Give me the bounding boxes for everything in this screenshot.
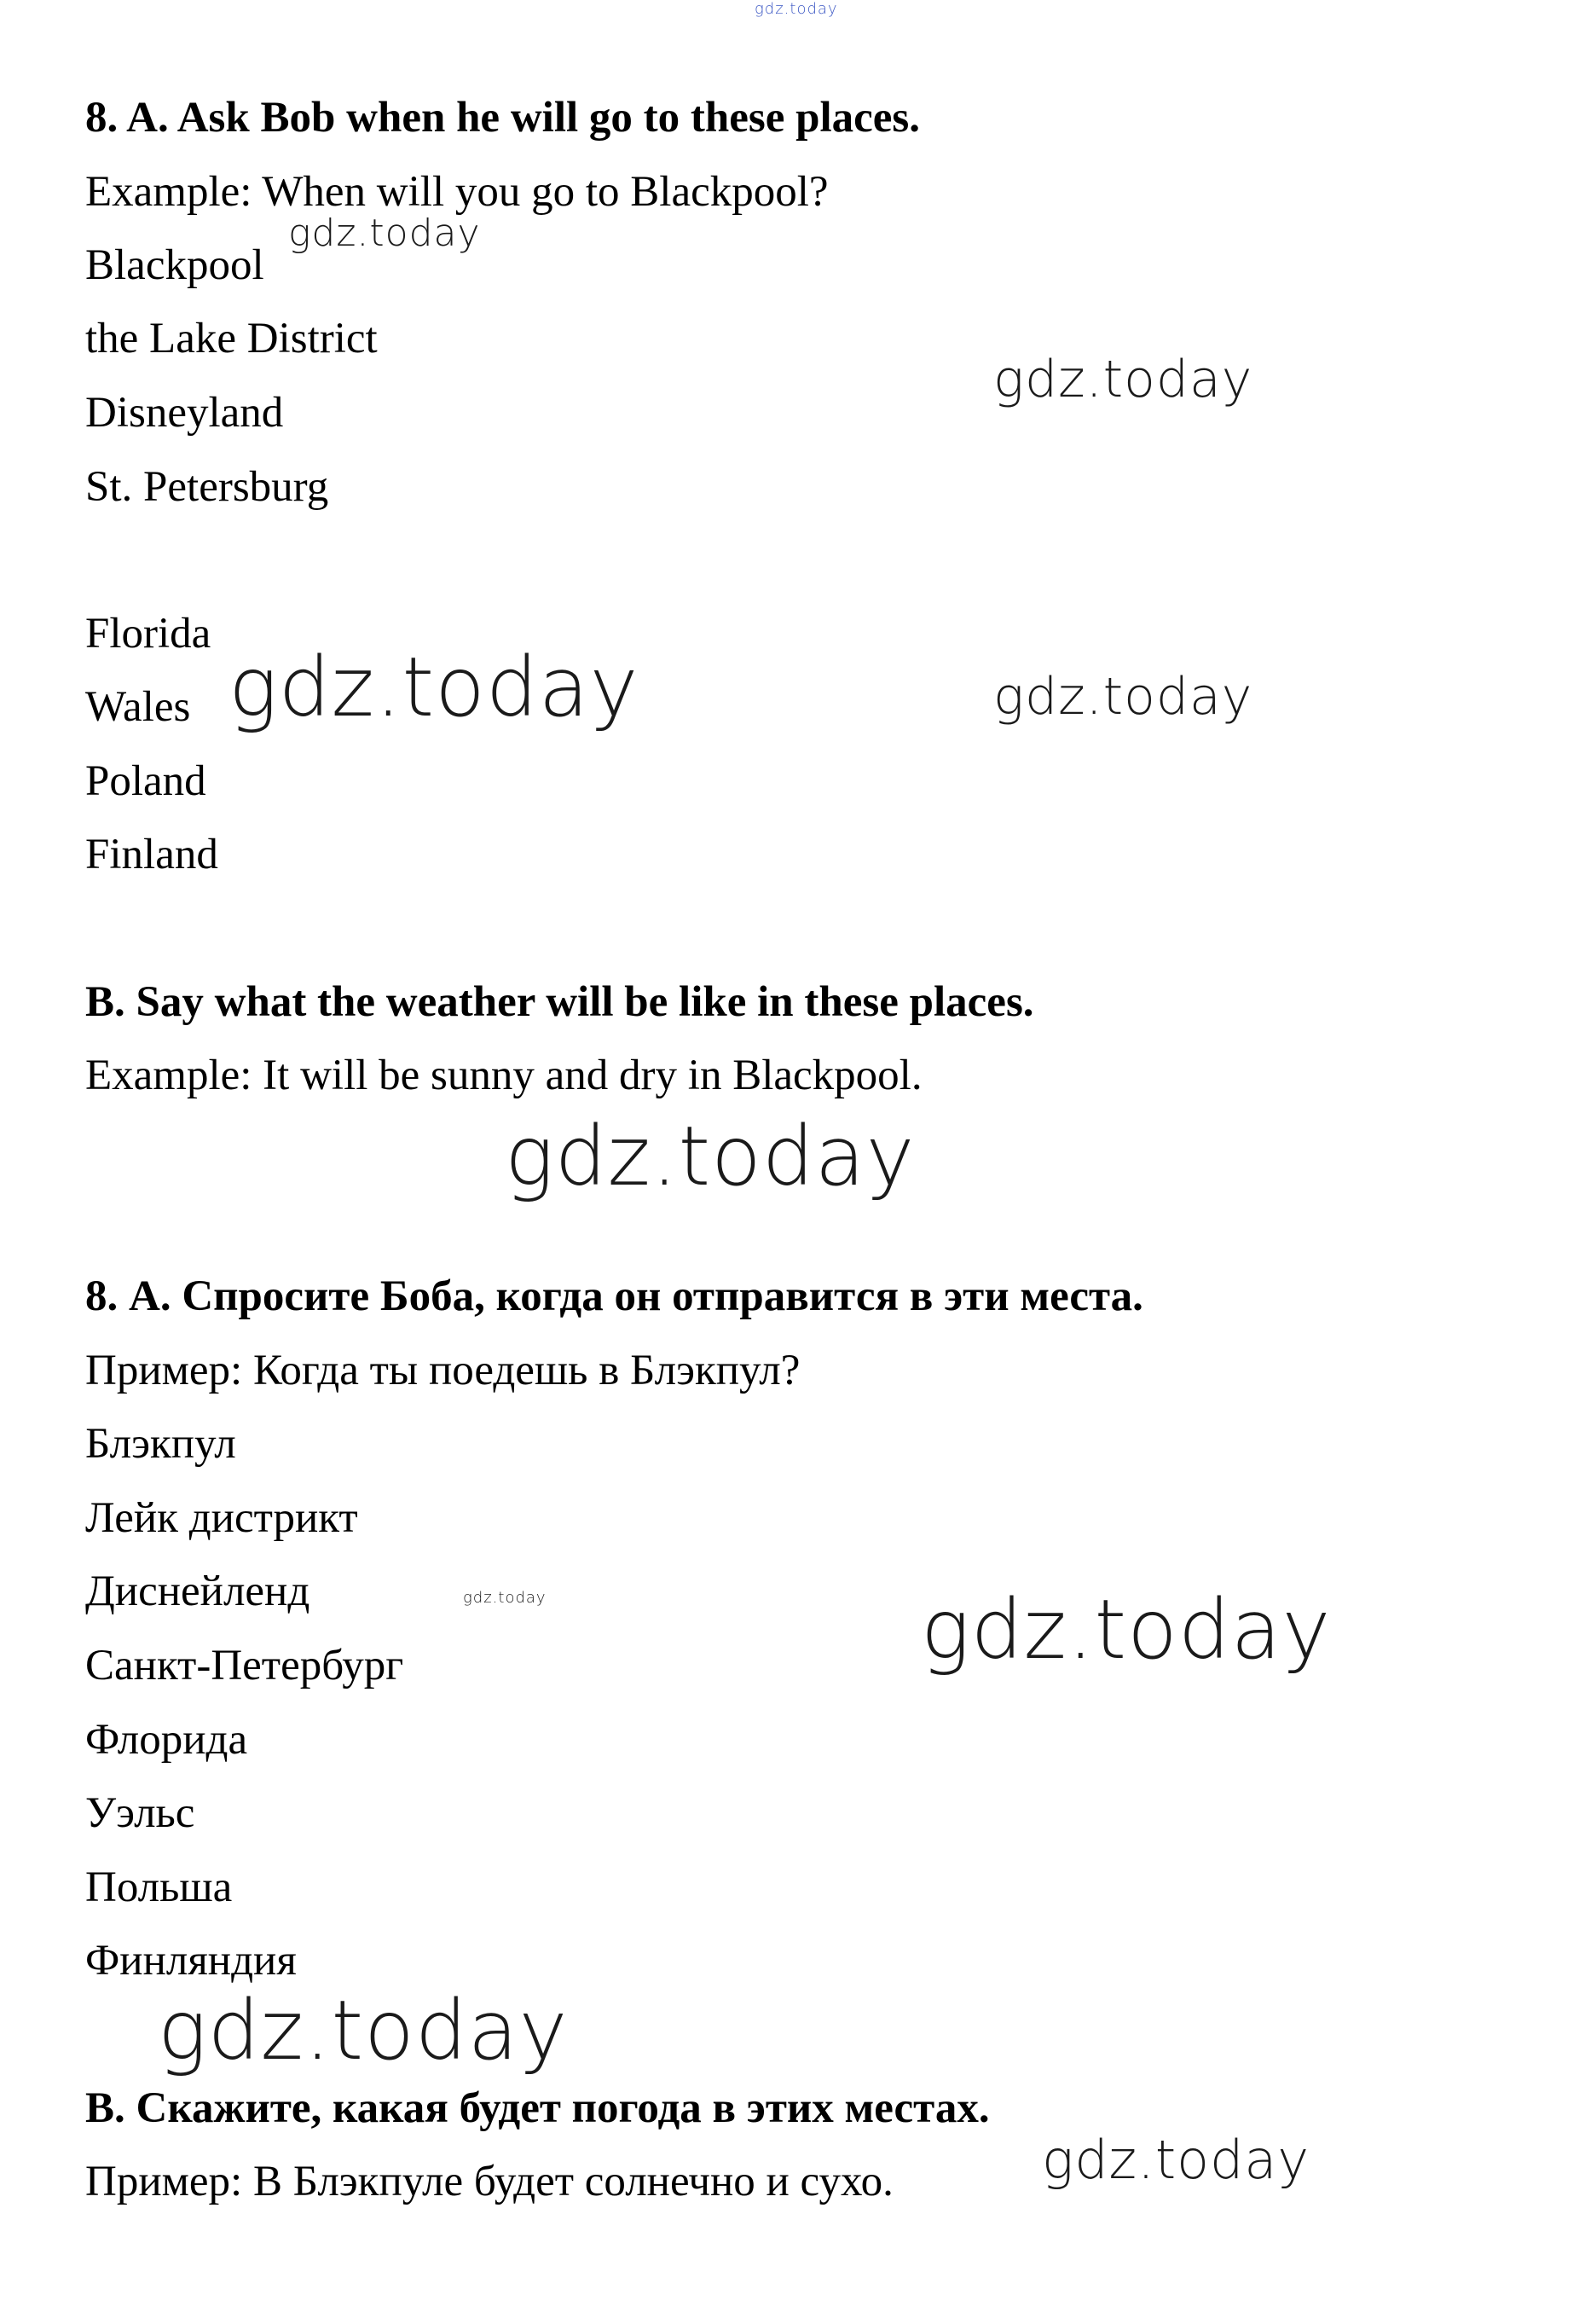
place-item-ru: Польша [85,1863,233,1911]
place-item-en: Florida [85,610,211,658]
heading-8a-ru: 8. А. Спросите Боба, когда он отправится в эти места. [85,1272,1143,1320]
place-item-en: the Lake District [85,315,378,362]
watermark: gdz.today [228,640,639,735]
place-item-ru: Уэльс [85,1789,195,1837]
watermark: gdz.today [993,667,1253,727]
watermark: gdz.today [505,1109,916,1204]
example-b-ru: Пример: В Блэкпуле будет солнечно и сухо. [85,2158,894,2205]
place-item-en: Wales [85,683,191,731]
watermark: gdz.today [921,1582,1332,1678]
example-a-ru: Пример: Когда ты поедешь в Блэкпул? [85,1347,801,1394]
watermark: gdz.today [1042,2129,1310,2191]
place-item-ru: Лейк дистрикт [85,1494,358,1542]
heading-8b-ru: В. Скажите, какая будет погода в этих местах. [85,2084,990,2132]
place-item-en: Blackpool [85,241,264,289]
example-a-en: Example: When will you go to Blackpool? [85,168,829,216]
place-item-ru: Блэкпул [85,1420,236,1468]
watermark: gdz.today [158,1983,569,2078]
place-item-en: Disneyland [85,389,284,437]
heading-8b-en: B. Say what the weather will be like in these places. [85,978,1034,1026]
place-item-en: Finland [85,831,218,878]
place-item-ru: Диснейленд [85,1568,310,1615]
example-b-en: Example: It will be sunny and dry in Blackpool. [85,1052,923,1099]
place-item-ru: Санкт-Петербург [85,1642,404,1689]
watermark: gdz.today [463,1589,547,1607]
heading-8a-en: 8. A. Ask Bob when he will go to these places. [85,94,921,142]
watermark-top: gdz.today [755,0,838,18]
watermark: gdz.today [993,350,1253,409]
place-item-ru: Флорида [85,1716,248,1764]
place-item-en: Poland [85,757,206,805]
place-item-ru: Финляндия [85,1937,297,1985]
watermark: gdz.today [288,212,481,255]
place-item-en: St. Petersburg [85,463,329,511]
